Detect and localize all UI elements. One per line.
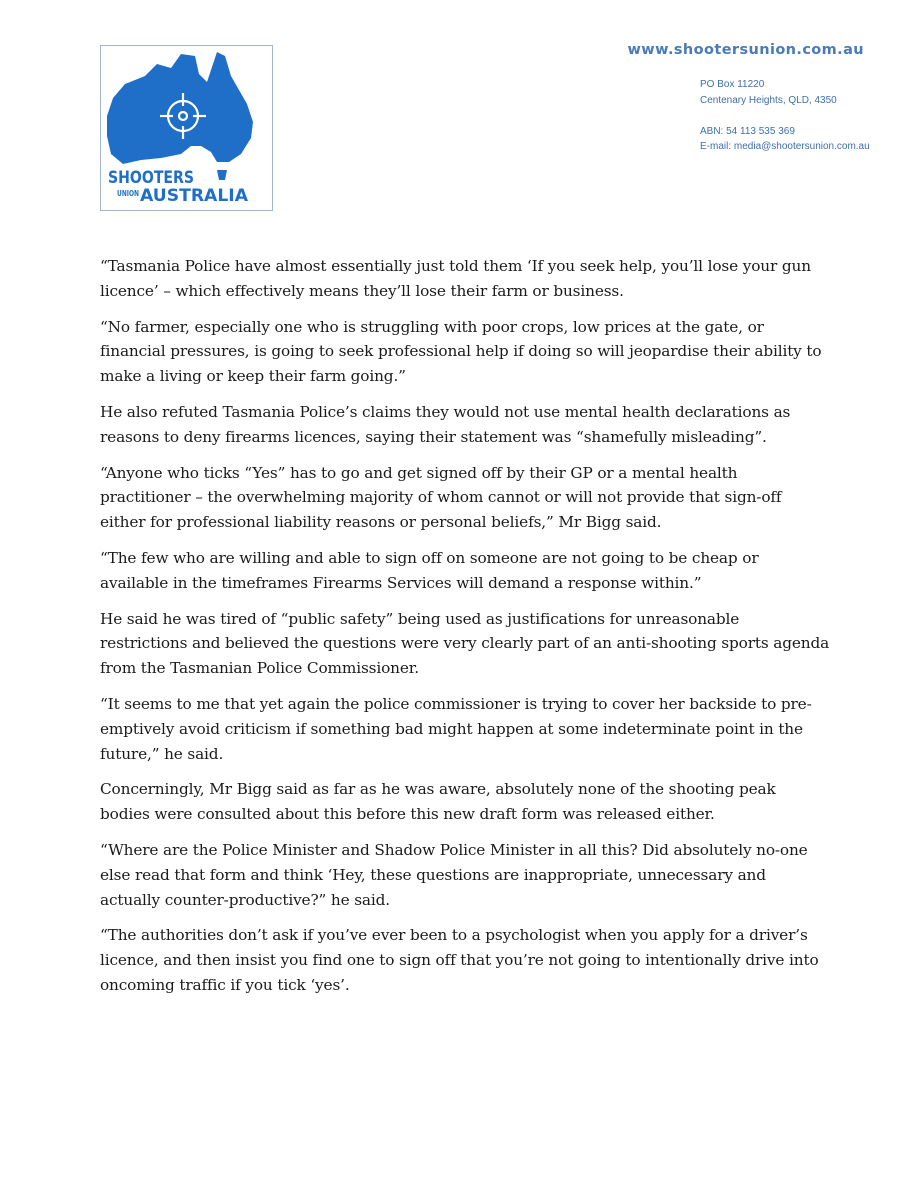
po-box: PO Box 11220 — [700, 79, 765, 90]
press-release-body — [100, 254, 830, 1009]
website-url[interactable]: www.shootersunion.com.au — [627, 42, 864, 58]
paragraph: “The few who are willing and able to sign off on someone are not going to be cheap or available in the timeframes Firearms Services will demand a response within.” — [100, 548, 759, 592]
paragraph: He also refuted Tasmania Police’s claims they would not use mental health declarations as reasons to deny firearms licences, saying their statement was “shamefully misleading”. — [100, 402, 791, 446]
paragraph: “It seems to me that yet again the police commissioner is trying to cover her backside to pre-emptively avoid criticism if something bad might happen at some indeterminate point in the future,” he said. — [100, 694, 812, 763]
shooters-union-logo — [100, 45, 273, 211]
logo-text-union: UNION — [117, 189, 139, 198]
logo-text-australia: AUSTRALIA — [140, 186, 249, 206]
logo-text-shooters: SHOOTERS — [108, 168, 194, 188]
abn-number: ABN: 54 113 535 369 — [700, 126, 795, 137]
australia-map-icon — [107, 52, 253, 164]
paragraph: “Where are the Police Minister and Shadow Police Minister in all this? Did absolutely no-one else read that form and think ‘Hey, these questions are inappropriate, unnecessary and actually counter-productive?” he said. — [100, 840, 808, 909]
tasmania-icon — [217, 170, 227, 180]
paragraph: “No farmer, especially one who is struggling with poor crops, low prices at the gate, or financial pressures, is going to seek professional help if doing so will jeopardise their ability to make a living or keep their farm going.” — [100, 317, 822, 386]
paragraph: “Anyone who ticks “Yes” has to go and get signed off by their GP or a mental health practitioner – the overwhelming majority of whom cannot or will not provide that sign-off either for professional liability reasons or personal beliefs,” Mr Bigg said. — [100, 463, 782, 532]
street-address: Centenary Heights, QLD, 4350 — [700, 95, 837, 106]
paragraph: “The authorities don’t ask if you’ve ever been to a psychologist when you apply for a driver’s licence, and then insist you find one to sign off that you’re not going to intentionally drive into oncoming traffic if you tick ‘yes’. — [100, 926, 819, 994]
email-address[interactable]: E-mail: media@shootersunion.com.au — [700, 141, 870, 152]
paragraph: He said he was tired of “public safety” being used as justifications for unreasonable restrictions and believed the questions were very clearly part of an anti-shooting sports agenda from the Tasmanian Police Commissioner. — [100, 609, 830, 678]
paragraph: “Tasmania Police have almost essentially just told them ‘If you seek help, you’ll lose your gun licence’ – which effectively means they’ll lose their farm or business. — [100, 257, 811, 300]
paragraph: Concerningly, Mr Bigg said as far as he was aware, absolutely none of the shooting peak bodies were consulted about this before this new draft form was released either. — [100, 780, 776, 824]
